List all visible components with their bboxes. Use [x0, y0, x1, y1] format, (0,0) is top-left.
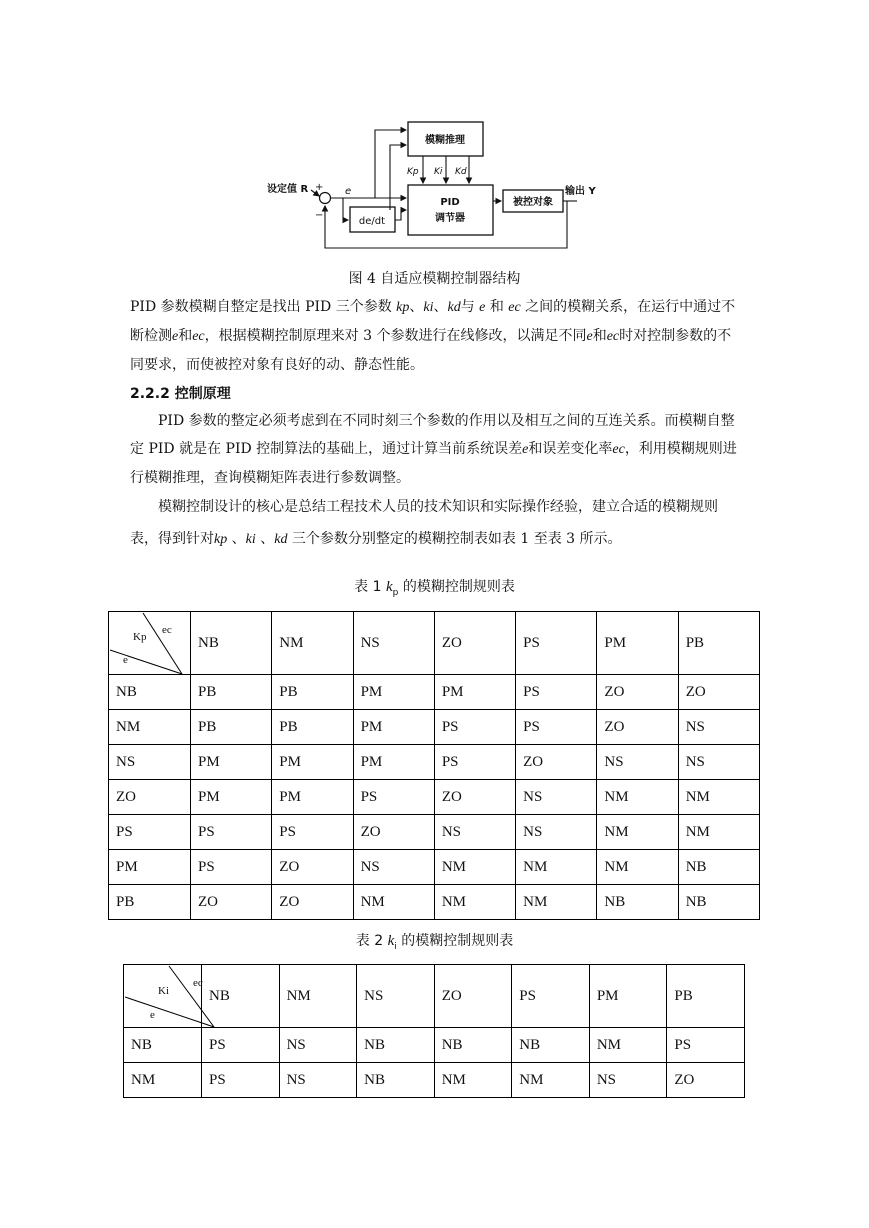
row-header-cell: NM — [124, 1063, 202, 1098]
p1-ec3: ec — [606, 329, 620, 344]
table-cell: NM — [434, 1063, 512, 1098]
table-row — [109, 885, 760, 920]
table-cell: NM — [678, 815, 759, 850]
p1-e2: e — [172, 329, 179, 344]
table-cell: ZO — [191, 885, 272, 920]
minus-sign: − — [315, 210, 324, 221]
p3-kd: kd — [274, 532, 288, 547]
table-cell: NM — [678, 780, 759, 815]
p3-kp: kp — [214, 532, 228, 547]
column-header: NB — [191, 612, 272, 675]
p2-ec: ec — [612, 442, 625, 457]
table-cell: PS — [272, 815, 353, 850]
p1-text-a: PID 参数模糊自整定是找出 PID 三个参数 — [130, 299, 397, 315]
table-cell: NS — [516, 780, 597, 815]
p1-text-d: 之间的模糊关系，在运行中通过不断检测 — [130, 299, 736, 344]
p1-sep2: 、 — [433, 299, 448, 315]
row-header-cell: NB — [109, 675, 191, 710]
corner-diagonals — [124, 965, 214, 1028]
column-header: PM — [589, 965, 667, 1028]
table-cell: NM — [434, 850, 515, 885]
table-row — [109, 850, 760, 885]
corner-row-var-label: e — [150, 1009, 155, 1021]
table1-caption-suffix: 的模糊控制规则表 — [398, 579, 515, 595]
table-cell: PS — [202, 1028, 280, 1063]
table-cell: NM — [434, 885, 515, 920]
table-row — [109, 815, 760, 850]
table-cell: PM — [353, 745, 434, 780]
table-row — [124, 1028, 745, 1063]
table-row — [109, 745, 760, 780]
p1-e1: e — [479, 300, 486, 315]
column-header: ZO — [434, 965, 512, 1028]
pid-controller-block — [408, 185, 493, 235]
table-cell: PM — [272, 745, 353, 780]
table-cell: NM — [597, 815, 678, 850]
p1-text-c: 和 — [485, 299, 509, 315]
p1-ec1: ec — [508, 300, 521, 315]
table2-caption-suffix: 的模糊控制规则表 — [396, 933, 514, 949]
column-header: PB — [678, 612, 759, 675]
table-cell: NB — [357, 1028, 435, 1063]
table2-caption-prefix: 表 2 — [355, 933, 388, 949]
column-header: NS — [353, 612, 434, 675]
table-cell: NS — [589, 1063, 667, 1098]
table1-caption-var: k — [385, 579, 393, 595]
table-cell: NB — [678, 850, 759, 885]
derivative-label: de/dt — [358, 216, 386, 227]
table-cell: ZO — [667, 1063, 745, 1098]
table1-caption-sub: p — [392, 587, 399, 598]
table-header-row — [109, 612, 760, 675]
table-cell: ZO — [434, 780, 515, 815]
p1-kd: kd — [447, 300, 461, 315]
corner-param-label: Kp — [133, 631, 147, 643]
column-header: PS — [516, 612, 597, 675]
column-header: PB — [667, 965, 745, 1028]
p3-text-b: 三个参数分别整定的模糊控制表如表 1 至表 3 所示。 — [287, 531, 622, 547]
table-cell: PM — [353, 675, 434, 710]
row-header-cell: NB — [124, 1028, 202, 1063]
table-cell: PS — [353, 780, 434, 815]
pid-label-line2: 调节器 — [435, 213, 465, 224]
table-cell: NS — [279, 1028, 357, 1063]
table-cell: PM — [191, 780, 272, 815]
row-header-cell: PS — [109, 815, 191, 850]
table-cell: PM — [353, 710, 434, 745]
figure-caption: 图 4 自适应模糊控制器结构 — [348, 271, 521, 287]
table-cell: NB — [512, 1028, 590, 1063]
table-corner-cell — [124, 965, 202, 1028]
table-cell: ZO — [597, 710, 678, 745]
table-cell: NB — [357, 1063, 435, 1098]
corner-param-label: Ki — [158, 985, 169, 997]
table-cell: NM — [597, 850, 678, 885]
table-cell: PB — [272, 710, 353, 745]
table-cell: ZO — [597, 675, 678, 710]
kp-rule-table — [108, 611, 760, 920]
paragraph-control-principle — [130, 407, 740, 492]
corner-row-var-label: e — [123, 654, 128, 666]
paragraph-rule-table-design — [130, 491, 740, 556]
plus-sign: + — [315, 182, 324, 193]
p1-ec2: ec — [192, 329, 205, 344]
ki-rule-table — [123, 964, 745, 1098]
table-cell: PS — [191, 850, 272, 885]
column-header: NM — [279, 965, 357, 1028]
table-cell: PB — [191, 710, 272, 745]
table-cell: PS — [191, 815, 272, 850]
pid-label-line1: PID — [440, 197, 460, 208]
table-cell: NS — [516, 815, 597, 850]
table-cell: PM — [434, 675, 515, 710]
table-cell: NS — [597, 745, 678, 780]
table-cell: NB — [678, 885, 759, 920]
paragraph-fuzzy-self-tuning — [130, 293, 740, 379]
table-cell: NS — [279, 1063, 357, 1098]
table-corner-cell — [109, 612, 191, 675]
table-cell: PS — [434, 745, 515, 780]
corner-col-var-label: ec — [162, 624, 172, 636]
p1-kp: kp — [396, 300, 410, 315]
row-header-cell: PM — [109, 850, 191, 885]
table-header-row — [124, 965, 745, 1028]
table-cell: NM — [516, 885, 597, 920]
error-label: e — [345, 186, 352, 197]
corner-diagonals — [109, 612, 191, 675]
p3-ki: ki — [245, 532, 256, 547]
kp-arrow-label: Kp — [407, 167, 419, 177]
row-header-cell: ZO — [109, 780, 191, 815]
p2-text-c: ，利用模糊规则进行模糊推理，查询模糊矩阵表进行参数调整。 — [130, 441, 737, 486]
ki-arrow-label: Ki — [434, 167, 443, 177]
fuzzy-inference-label: 模糊推理 — [425, 135, 465, 146]
table-cell: NM — [512, 1063, 590, 1098]
p1-text-b: 与 — [460, 299, 480, 315]
output-label: 输出 Y — [565, 186, 596, 197]
p1-sep1: 、 — [409, 299, 424, 315]
table-cell: PS — [434, 710, 515, 745]
table-cell: NM — [353, 885, 434, 920]
table-cell: NS — [678, 710, 759, 745]
section-heading: 2.2.2 控制原理 — [130, 386, 231, 402]
p2-e: e — [522, 442, 529, 457]
table-cell: ZO — [272, 850, 353, 885]
table-cell: ZO — [353, 815, 434, 850]
column-header: ZO — [434, 612, 515, 675]
table-cell: NM — [589, 1028, 667, 1063]
plant-label: 被控对象 — [513, 197, 553, 208]
column-header: PM — [597, 612, 678, 675]
table-cell: ZO — [678, 675, 759, 710]
table-row — [109, 780, 760, 815]
p1-e3: e — [586, 329, 593, 344]
controller-block-diagram — [265, 110, 596, 260]
setpoint-label: 设定值 R — [267, 184, 309, 195]
table-cell: NS — [353, 850, 434, 885]
table-row — [109, 710, 760, 745]
p1-text-e: 和 — [178, 328, 193, 344]
p3-sep1: 、 — [227, 531, 246, 547]
table-cell: NB — [434, 1028, 512, 1063]
table-cell: NS — [434, 815, 515, 850]
table-cell: PB — [191, 675, 272, 710]
table-cell: PS — [202, 1063, 280, 1098]
table1-caption-prefix: 表 1 — [354, 579, 386, 595]
column-header: PS — [512, 965, 590, 1028]
table-cell: PB — [272, 675, 353, 710]
row-header-cell: NM — [109, 710, 191, 745]
table2-caption — [0, 930, 869, 952]
p3-sep2: 、 — [255, 531, 275, 547]
summing-junction — [320, 193, 331, 204]
p2-text-a: PID 参数的整定必须考虑到在不同时刻三个参数的作用以及相互之间的互连关系。而模糊自整定 PID 就是在 PID 控制算法的基础上，通过计算当前系统误差 — [130, 413, 735, 457]
table-row — [109, 675, 760, 710]
p1-text-h: 时对控制参数的不同要求，而使被控对象有良好的动、静态性能。 — [130, 328, 732, 373]
table-cell: PS — [516, 675, 597, 710]
row-header-cell: PB — [109, 885, 191, 920]
p1-ki: ki — [423, 300, 434, 315]
table-cell: NS — [678, 745, 759, 780]
table-cell: NM — [516, 850, 597, 885]
row-header-cell: NS — [109, 745, 191, 780]
p3-text-a: 模糊控制设计的核心是总结工程技术人员的技术知识和实际操作经验，建立合适的模糊规则表，得到针对 — [130, 499, 718, 547]
column-header: NS — [357, 965, 435, 1028]
table2-caption-sub: i — [394, 941, 397, 952]
table-cell: NM — [597, 780, 678, 815]
p2-text-b: 和误差变化率 — [528, 441, 613, 457]
corner-col-var-label: ec — [193, 977, 203, 989]
table-cell: NB — [597, 885, 678, 920]
column-header: NM — [272, 612, 353, 675]
p1-text-f: ，根据模糊控制原理来对 3 个参数进行在线修改，以满足不同 — [204, 328, 587, 344]
table-row — [124, 1063, 745, 1098]
table-cell: PS — [667, 1028, 745, 1063]
table-cell: ZO — [272, 885, 353, 920]
table-cell: ZO — [516, 745, 597, 780]
table-cell: PM — [191, 745, 272, 780]
column-header: NB — [202, 965, 280, 1028]
p1-text-g: 和 — [592, 328, 607, 344]
table1-caption — [0, 576, 869, 598]
table-cell: PM — [272, 780, 353, 815]
table-cell: PS — [516, 710, 597, 745]
table2-caption-var: k — [387, 933, 395, 949]
kd-arrow-label: Kd — [455, 167, 467, 177]
